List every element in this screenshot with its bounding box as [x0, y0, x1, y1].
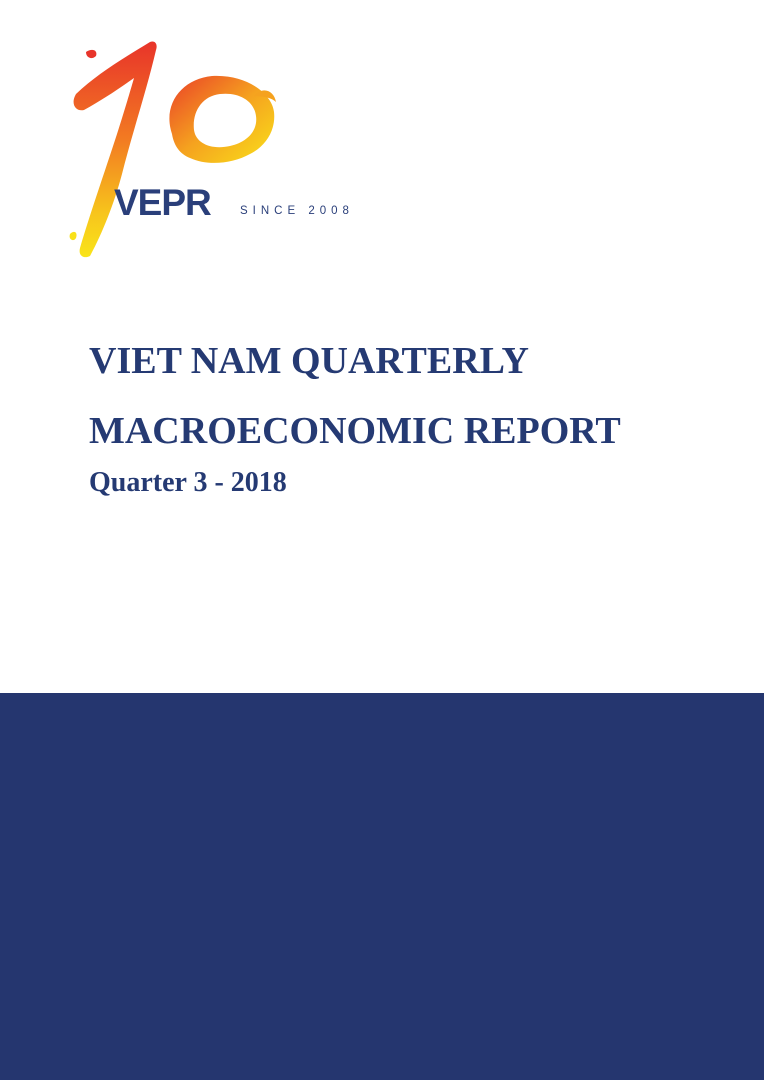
report-title-line-1: VIET NAM QUARTERLY — [89, 340, 529, 382]
logo-zero-stroke — [169, 76, 274, 163]
report-title — [89, 326, 729, 466]
report-title-line-2: MACROECONOMIC REPORT — [89, 410, 621, 452]
logo-one-stroke — [74, 41, 157, 257]
report-subtitle: Quarter 3 - 2018 — [89, 467, 287, 498]
logo-10-brushstroke — [62, 34, 362, 264]
footer-color-band — [0, 693, 764, 1080]
logo-since-text: SINCE 2008 — [240, 205, 354, 217]
vepr-logo — [62, 34, 362, 264]
logo-wordmark: VEPR — [114, 182, 211, 223]
